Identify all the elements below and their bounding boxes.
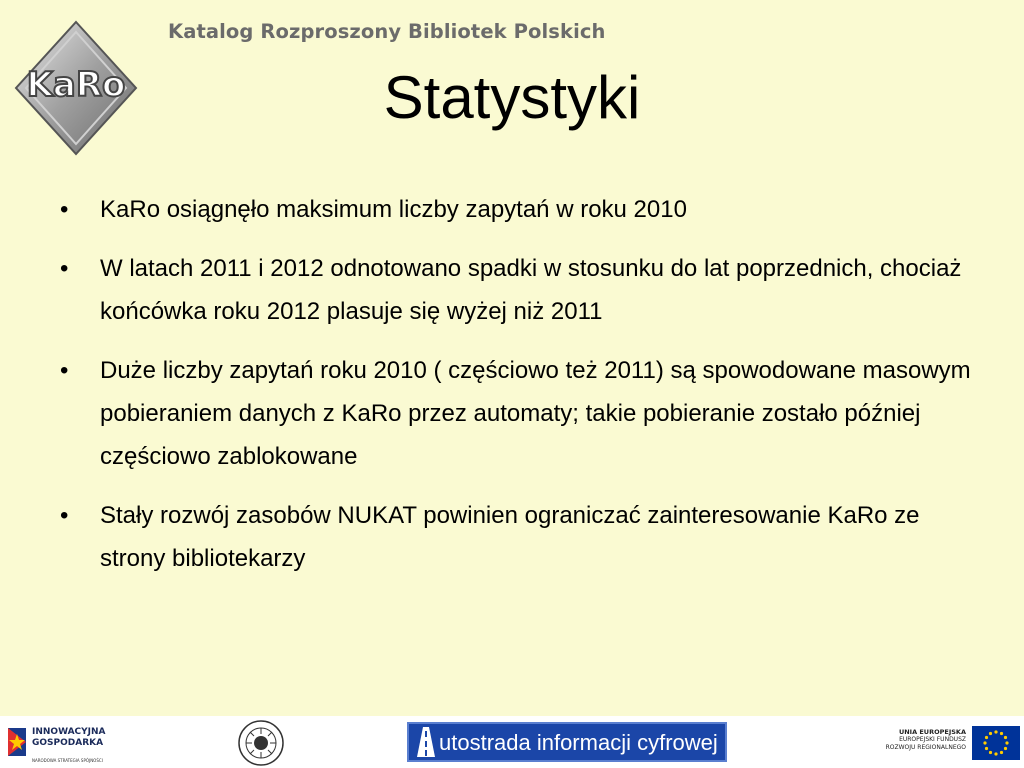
logo-text: KaRo [26,65,126,105]
autostrada-banner [407,722,727,762]
eu-line1: UNIA EUROPEJSKA [898,728,966,736]
road-icon [413,725,439,759]
ig-line1: INNOWACYJNA [32,727,106,737]
eu-line3: ROZWOJU REGIONALNEGO [885,744,966,751]
footer-logos [0,716,1024,768]
university-seal-icon [236,718,286,768]
eu-flag-icon [972,726,1020,760]
eu-line2: EUROPEJSKI FUNDUSZ [899,736,966,743]
ig-line2: GOSPODARKA [32,738,104,748]
ig-subtitle: NARODOWA STRATEGIA SPÓJNOŚCI [32,758,103,763]
bullet-list [60,188,975,596]
bullet-item: • Stały rozwój zasobów NUKAT powinien ograniczać zainteresowanie KaRo ze strony bibliotekarzy [60,494,975,580]
eu-fund-label [880,728,966,752]
catalog-name: Katalog Rozproszony Bibliotek Polskich [168,20,606,43]
slide-title: Statystyki [383,64,641,131]
bullet-item: • KaRo osiągnęło maksimum liczby zapytań w roku 2010 [60,188,975,231]
bullet-item: • Duże liczby zapytań roku 2010 ( częściowo też 2011) są spowodowane masowym pobieraniem danych z KaRo przez automaty; takie pobieranie zostało później częściowo zablokowane [60,349,975,478]
bullet-item: • W latach 2011 i 2012 odnotowano spadki w stosunku do lat poprzednich, chociaż końcówka roku 2012 plasuje się wyżej niż 2011 [60,247,975,333]
innowacyjna-gospodarka-logo [4,722,164,764]
autostrada-text: utostrada informacji cyfrowej [439,730,718,755]
ig-emblem-icon [4,722,30,762]
